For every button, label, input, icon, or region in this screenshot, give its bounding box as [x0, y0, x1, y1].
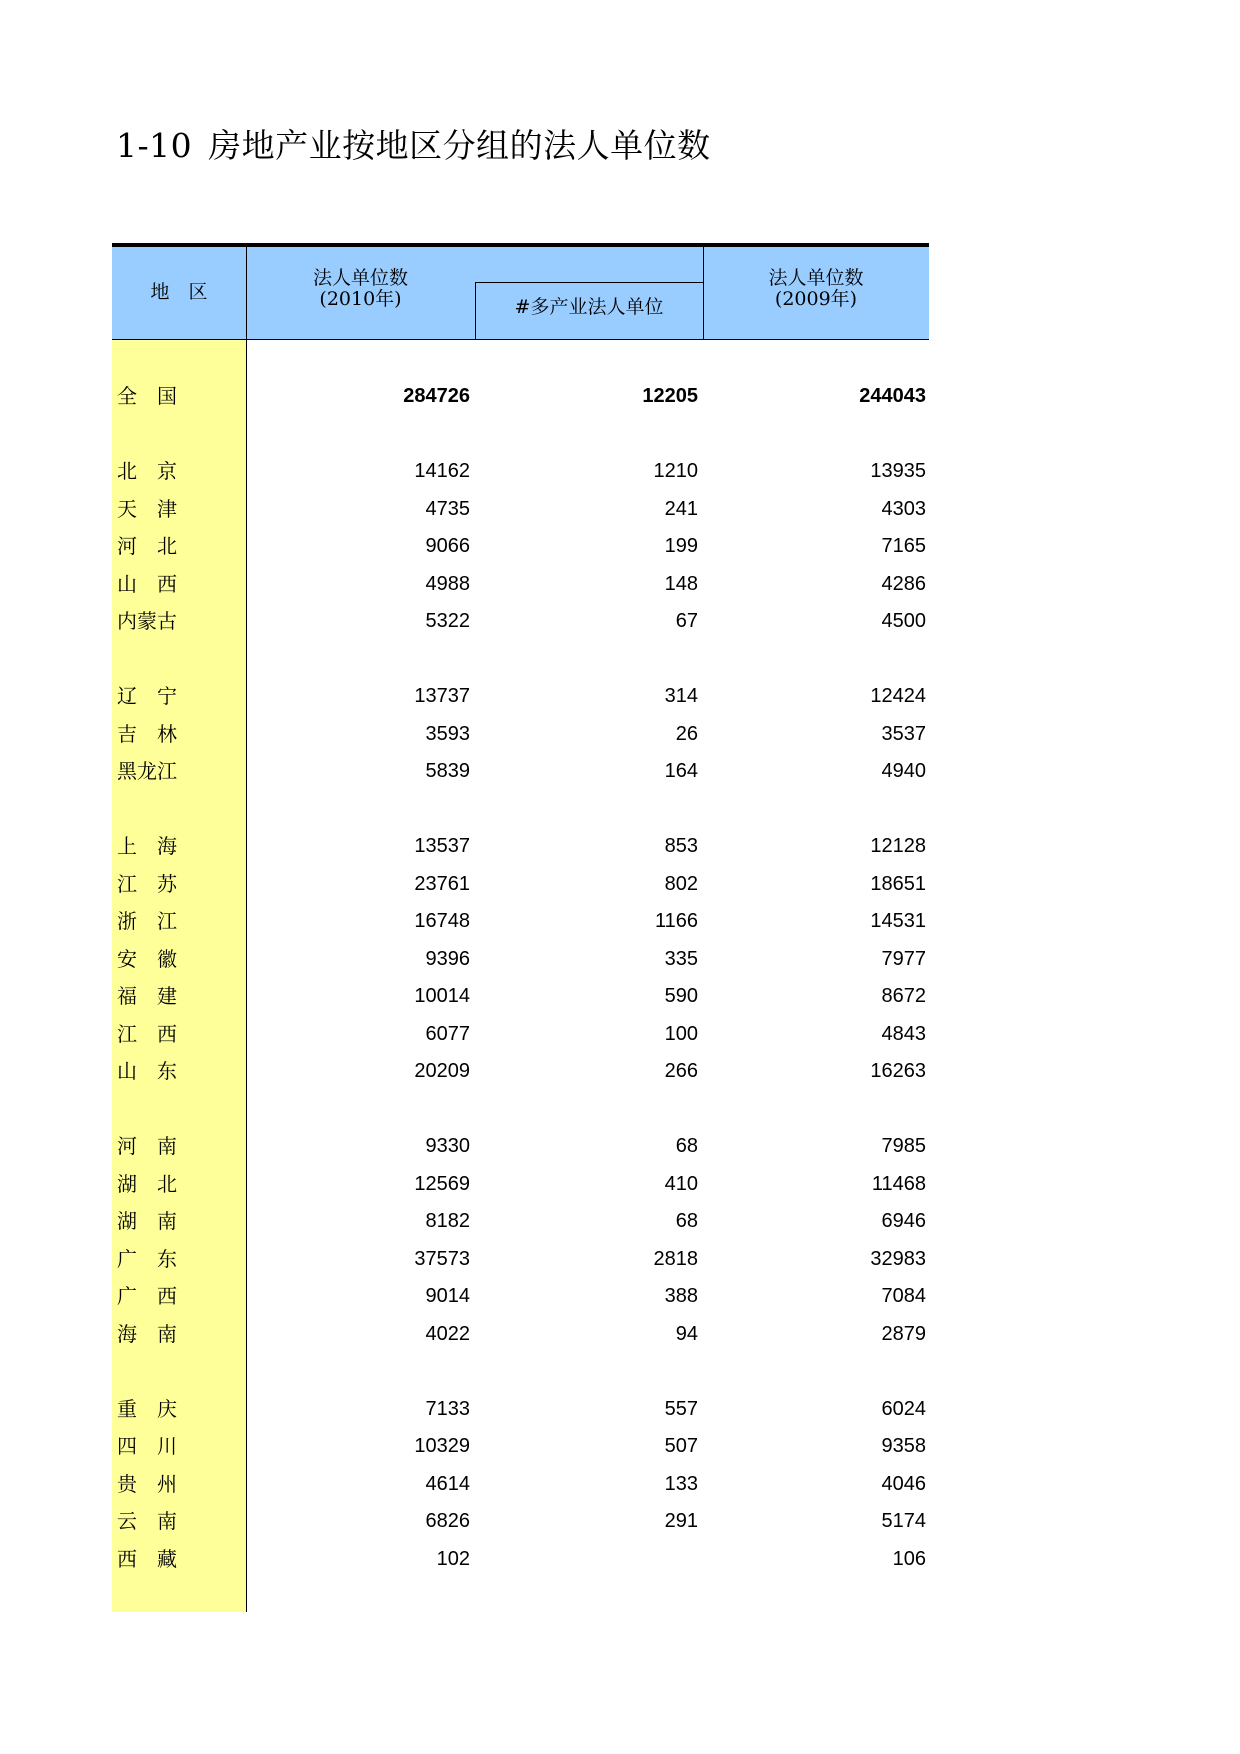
header-count-2009 — [703, 268, 929, 310]
table-row — [112, 1466, 929, 1502]
header-count-2009-label: 法人单位数 — [768, 267, 864, 289]
region-name: 山 东 — [117, 1059, 177, 1083]
page-title — [116, 120, 711, 167]
count-2009: 244043 — [859, 385, 926, 407]
multi-industry-count: 590 — [664, 985, 698, 1007]
region-name: 海 南 — [117, 1321, 177, 1346]
count-2009: 106 — [892, 1547, 926, 1570]
count-2010: 5322 — [425, 610, 470, 632]
region-name: 江 西 — [117, 1021, 177, 1046]
table-row — [112, 1128, 929, 1164]
count-2009: 7165 — [881, 535, 926, 557]
count-2010: 5839 — [425, 760, 470, 782]
table-row — [112, 1391, 929, 1427]
multi-industry-count: 410 — [664, 1172, 698, 1195]
count-2010: 4614 — [425, 1472, 470, 1495]
table-row — [112, 1053, 929, 1089]
multi-industry-count: 199 — [664, 535, 698, 557]
count-2009: 7985 — [881, 1135, 926, 1157]
count-2010: 7133 — [425, 1397, 470, 1420]
table-row — [112, 453, 929, 489]
region-name: 重 庆 — [117, 1396, 177, 1421]
region-name: 广 西 — [117, 1284, 177, 1308]
count-2010: 9014 — [425, 1285, 470, 1307]
table-row — [112, 528, 929, 564]
multi-industry-count: 1210 — [653, 460, 698, 482]
table-row — [112, 566, 929, 602]
count-2009: 3537 — [881, 722, 926, 745]
table-header — [112, 247, 929, 340]
table-title: 房地产业按地区分组的法人单位数 — [208, 126, 711, 165]
table-row — [112, 1203, 929, 1239]
count-2010: 4735 — [425, 497, 470, 520]
header-region: 地 区 — [150, 281, 208, 303]
count-2009: 4286 — [881, 572, 926, 595]
region-name: 浙 江 — [117, 909, 177, 933]
region-name: 广 东 — [117, 1246, 177, 1271]
count-2009: 6024 — [881, 1397, 926, 1420]
count-2009: 11468 — [871, 1172, 926, 1195]
count-2009: 12424 — [870, 685, 926, 707]
table-row — [112, 903, 929, 939]
region-name: 内蒙古 — [117, 609, 177, 633]
multi-industry-count: 133 — [664, 1472, 698, 1495]
count-2010: 16748 — [414, 910, 470, 932]
multi-industry-count: 1166 — [654, 910, 698, 932]
count-2010: 13537 — [414, 835, 470, 857]
region-name: 福 建 — [117, 984, 177, 1008]
region-name: 湖 北 — [117, 1171, 177, 1196]
region-name: 西 藏 — [117, 1546, 177, 1571]
count-2009: 18651 — [870, 872, 926, 895]
table-row — [112, 1541, 929, 1577]
count-2010: 6826 — [425, 1510, 470, 1532]
multi-industry-count: 853 — [664, 835, 698, 857]
multi-industry-count: 12205 — [642, 385, 698, 407]
table-row — [112, 978, 929, 1014]
region-name: 河 南 — [117, 1134, 177, 1158]
table-row — [112, 1166, 929, 1202]
table-row — [112, 603, 929, 639]
count-2009: 32983 — [870, 1247, 926, 1270]
count-2010: 20209 — [414, 1060, 470, 1082]
multi-industry-count: 68 — [675, 1135, 698, 1157]
multi-industry-count: 291 — [664, 1510, 698, 1532]
header-count-2010-year: (2010年) — [319, 288, 402, 310]
count-2009: 6946 — [881, 1210, 926, 1232]
region-name: 云 南 — [117, 1509, 177, 1533]
count-2009: 4303 — [881, 497, 926, 520]
multi-industry-count: 164 — [664, 760, 698, 782]
region-name: 辽 宁 — [117, 684, 177, 708]
count-2009: 2879 — [881, 1322, 926, 1345]
count-2010: 4988 — [425, 572, 470, 595]
table-row — [112, 1241, 929, 1277]
region-name: 湖 南 — [117, 1209, 177, 1233]
multi-industry-count: 507 — [664, 1435, 698, 1457]
header-count-2009-year: (2009年) — [774, 288, 858, 310]
count-2009: 4940 — [881, 760, 926, 782]
region-name: 安 徽 — [117, 946, 177, 971]
region-name: 全 国 — [117, 384, 177, 408]
table-row — [112, 1316, 929, 1352]
multi-industry-count: 100 — [664, 1022, 698, 1045]
region-name: 上 海 — [117, 834, 177, 858]
region-name: 天 津 — [117, 496, 177, 521]
region-name: 江 苏 — [117, 871, 177, 896]
multi-industry-count: 68 — [675, 1210, 698, 1232]
count-2010: 3593 — [425, 722, 470, 745]
count-2010: 9396 — [425, 947, 470, 970]
count-2009: 7084 — [881, 1285, 926, 1307]
multi-industry-count: 67 — [675, 610, 698, 632]
table-row — [112, 491, 929, 527]
count-2009: 4500 — [881, 610, 926, 632]
count-2010: 12569 — [414, 1172, 470, 1195]
multi-industry-count: 335 — [664, 947, 698, 970]
count-2010: 10014 — [414, 985, 470, 1007]
region-name: 黑龙江 — [117, 759, 177, 783]
header-multi-industry: #多产业法人单位 — [514, 296, 664, 318]
table-row — [112, 866, 929, 902]
region-name: 吉 林 — [117, 721, 177, 746]
table-row — [112, 1016, 929, 1052]
multi-industry-count: 388 — [664, 1285, 698, 1307]
table-row — [112, 941, 929, 977]
count-2009: 13935 — [870, 460, 926, 482]
count-2010: 23761 — [414, 872, 470, 895]
count-2009: 8672 — [881, 985, 926, 1007]
count-2010: 13737 — [414, 685, 470, 707]
multi-industry-count: 94 — [675, 1322, 698, 1345]
count-2010: 284726 — [403, 385, 470, 407]
table-row — [112, 1278, 929, 1314]
multi-industry-count: 802 — [664, 872, 698, 895]
table-row — [112, 753, 929, 789]
count-2010: 102 — [436, 1547, 470, 1570]
count-2010: 8182 — [425, 1210, 470, 1232]
count-2010: 9066 — [425, 535, 470, 557]
count-2010: 9330 — [425, 1135, 470, 1157]
count-2010: 10329 — [414, 1435, 470, 1457]
count-2009: 4843 — [881, 1022, 926, 1045]
header-count-2010-label: 法人单位数 — [312, 267, 408, 289]
count-2010: 37573 — [414, 1247, 470, 1270]
table-number: 1-10 — [116, 126, 193, 165]
table-row-total — [112, 378, 929, 414]
count-2009: 7977 — [881, 947, 926, 970]
table-row — [112, 678, 929, 714]
region-name: 贵 州 — [117, 1471, 177, 1496]
header-subrule — [475, 282, 703, 283]
count-2010: 14162 — [414, 460, 470, 482]
count-2010: 6077 — [425, 1022, 470, 1045]
count-2009: 14531 — [870, 910, 926, 932]
region-name: 河 北 — [117, 534, 177, 558]
count-2009: 5174 — [881, 1510, 926, 1532]
multi-industry-count: 148 — [664, 572, 698, 595]
multi-industry-count: 314 — [664, 685, 698, 707]
count-2010: 4022 — [425, 1322, 470, 1345]
region-name: 山 西 — [117, 571, 177, 596]
table-row — [112, 828, 929, 864]
multi-industry-count: 241 — [664, 497, 698, 520]
table-row — [112, 1428, 929, 1464]
region-name: 四 川 — [117, 1434, 177, 1458]
region-name: 北 京 — [117, 459, 177, 483]
multi-industry-count: 557 — [664, 1397, 698, 1420]
table-row — [112, 1503, 929, 1539]
count-2009: 4046 — [881, 1472, 926, 1495]
table-row — [112, 716, 929, 752]
multi-industry-count: 26 — [675, 722, 698, 745]
multi-industry-count: 266 — [664, 1060, 698, 1082]
header-count-2010 — [246, 268, 475, 310]
count-2009: 16263 — [870, 1060, 926, 1082]
multi-industry-count: 2818 — [653, 1247, 698, 1270]
count-2009: 12128 — [870, 835, 926, 857]
count-2009: 9358 — [881, 1435, 926, 1457]
